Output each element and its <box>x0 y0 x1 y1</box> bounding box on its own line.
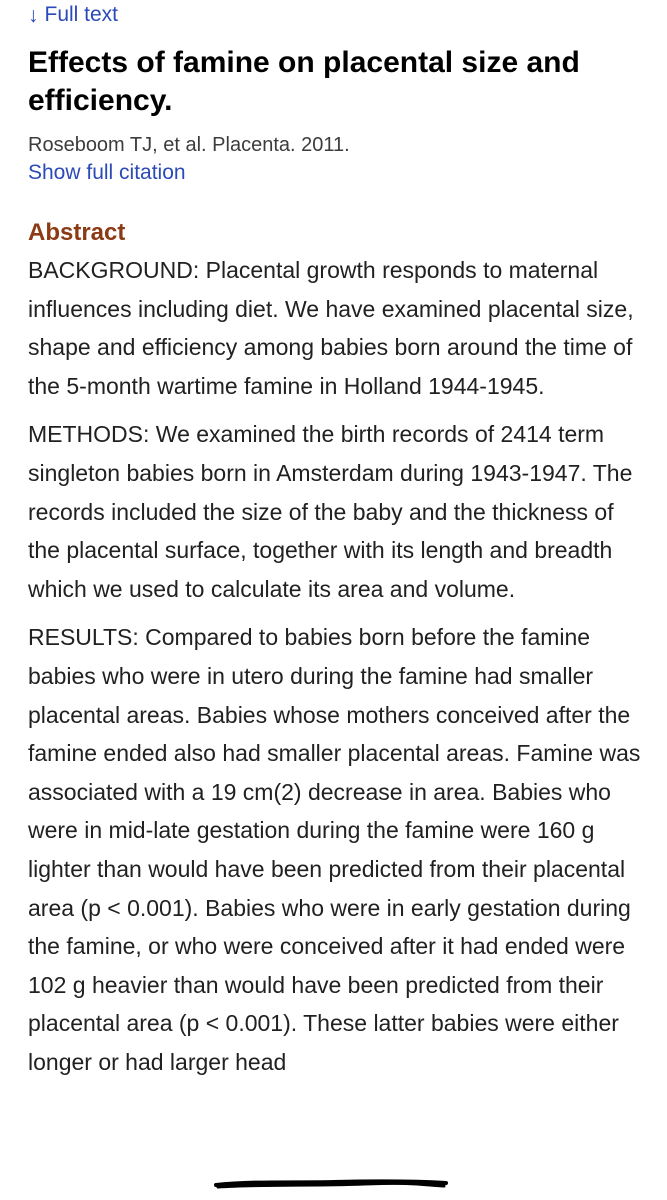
abstract-methods-paragraph: METHODS: We examined the birth records of 2414 term singleton babies born in Amsterdam during 1943-1947. The records included the size of the baby and the thickness of the placental surface, together with its length and breadth which we used to calculate its area and volume. <box>28 421 633 602</box>
full-text-link[interactable] <box>28 3 118 27</box>
abstract-body <box>28 251 648 1091</box>
abstract-background-paragraph: BACKGROUND: Placental growth responds to maternal influences including diet. We have examined placental size, shape and efficiency among babies born around the time of the 5-month wartime famine in Holland 1944-1945. <box>28 257 634 399</box>
show-full-citation-link[interactable]: Show full citation <box>28 161 186 184</box>
redaction-scribble-mark <box>214 1169 448 1200</box>
full-text-label: Full text <box>44 3 119 26</box>
abstract-results-paragraph: RESULTS: Compared to babies born before the famine babies who were in utero during the famine had smaller placental areas. Babies whose mothers conceived after the famine ended also had smaller placental areas. Famine was associated with a 19 cm(2) decrease in area. Babies who were in mid-late gestation during the famine were 160 g lighter than would have been predicted from their placental area (p < 0.001). Babies who were in early gestation during the famine, or who were conceived after it had ended were 102 g heavier than would have been predicted from their placental area (p < 0.001). These latter babies were either longer or had larger head <box>28 624 641 1075</box>
down-arrow-icon: ↓ <box>28 3 39 27</box>
abstract-heading: Abstract <box>28 219 126 246</box>
article-title: Effects of famine on placental size and efficiency. <box>28 46 580 117</box>
scribble-stroke <box>216 1181 446 1185</box>
scribble-stroke-2 <box>218 1183 444 1187</box>
article-citation: Roseboom TJ, et al. Placenta. 2011. <box>28 134 350 156</box>
